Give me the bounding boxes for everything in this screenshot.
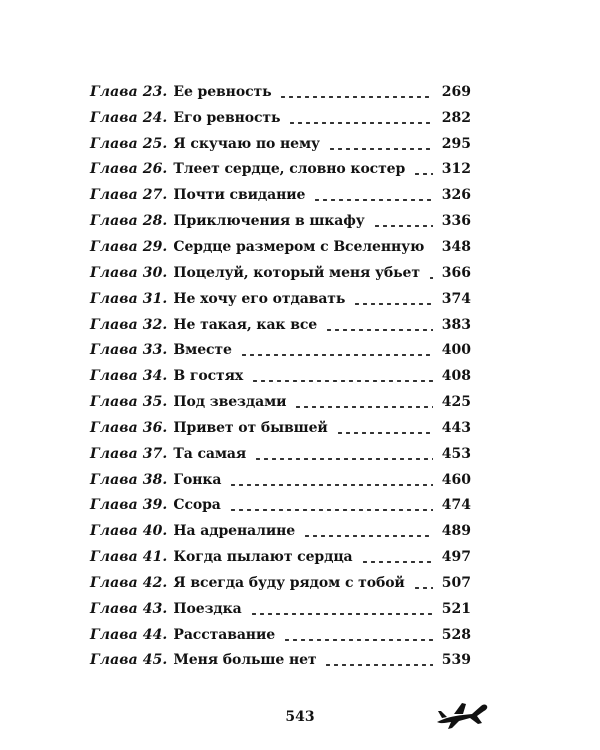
page-number: 374 (441, 290, 471, 307)
chapter-word: Глава (90, 419, 138, 436)
chapter-label: Глава 30. (90, 264, 168, 281)
page-number: 383 (441, 316, 471, 333)
chapter-title: Расставание (173, 626, 276, 643)
dot-leader (229, 509, 433, 511)
chapter-title: Не хочу его отдавать (173, 290, 346, 307)
chapter-title: Гонка (173, 471, 222, 488)
chapter-word: Глава (90, 549, 138, 566)
dot-leader (229, 484, 433, 486)
chapter-number: 24 (142, 109, 163, 126)
chapter-number: 41 (142, 549, 163, 566)
chapter-word: Глава (90, 83, 138, 100)
chapter-number: 42 (142, 574, 163, 591)
dot-leader (432, 251, 433, 253)
chapter-number: 34 (142, 368, 163, 385)
chapter-title: Приключения в шкафу (173, 213, 365, 230)
dot-leader (279, 96, 433, 98)
dot-leader (250, 613, 433, 615)
toc-entry-42 (90, 570, 471, 596)
chapter-word: Глава (90, 445, 138, 462)
chapter-title: Ссора (173, 497, 221, 514)
chapter-number: 29 (142, 238, 163, 255)
chapter-word: Глава (90, 135, 138, 152)
page-number: 539 (441, 652, 471, 669)
page-number: 408 (441, 368, 471, 385)
chapter-title: В гостях (173, 368, 244, 385)
toc-entry-29 (90, 234, 471, 260)
chapter-number: 30 (142, 264, 163, 281)
chapter-word: Глава (90, 238, 138, 255)
chapter-number: 23 (142, 83, 163, 100)
toc-entry-35 (90, 389, 471, 415)
chapter-word: Глава (90, 213, 138, 230)
page-number: 489 (441, 523, 471, 540)
chapter-label: Глава 45. (90, 652, 168, 669)
chapter-number: 38 (142, 471, 163, 488)
page-number: 425 (441, 394, 471, 411)
toc-entry-26 (90, 157, 471, 183)
chapter-title: Не такая, как все (173, 316, 318, 333)
chapter-word: Глава (90, 523, 138, 540)
chapter-label: Глава 41. (90, 549, 168, 566)
toc-entry-23 (90, 79, 471, 105)
toc-entry-43 (90, 596, 471, 622)
page-number: 336 (441, 213, 471, 230)
toc-entry-44 (90, 622, 471, 648)
page-number-folio: 543 (285, 709, 315, 725)
chapter-number: 26 (142, 161, 163, 178)
chapter-number: 37 (142, 445, 163, 462)
chapter-number: 40 (142, 523, 163, 540)
dot-leader (373, 225, 433, 227)
chapter-label: Глава 38. (90, 471, 168, 488)
chapter-word: Глава (90, 394, 138, 411)
page-number: 282 (441, 109, 471, 126)
chapter-word: Глава (90, 290, 138, 307)
chapter-label: Глава 28. (90, 213, 168, 230)
chapter-number: 45 (142, 652, 163, 669)
dot-leader (303, 535, 433, 537)
toc-entry-41 (90, 544, 471, 570)
chapter-label: Глава 42. (90, 574, 168, 591)
chapter-title: Поцелуй, который меня убьет (173, 264, 420, 281)
chapter-title: Я всегда буду рядом с тобой (173, 574, 405, 591)
toc-entry-25 (90, 131, 471, 157)
chapter-word: Глава (90, 342, 138, 359)
chapter-word: Глава (90, 652, 138, 669)
chapter-number: 35 (142, 394, 163, 411)
chapter-number: 33 (142, 342, 163, 359)
page-number: 312 (441, 161, 471, 178)
chapter-label: Глава 24. (90, 109, 168, 126)
page-number: 366 (441, 264, 471, 281)
chapter-label: Глава 40. (90, 523, 168, 540)
chapter-label: Глава 25. (90, 135, 168, 152)
page-number: 348 (441, 238, 471, 255)
toc-entry-37 (90, 441, 471, 467)
dot-leader (328, 148, 433, 150)
chapter-number: 25 (142, 135, 163, 152)
chapter-number: 39 (142, 497, 163, 514)
table-of-contents (90, 79, 471, 673)
chapter-label: Глава 29. (90, 238, 168, 255)
page-number: 474 (441, 497, 471, 514)
toc-entry-31 (90, 286, 471, 312)
dot-leader (240, 354, 433, 356)
chapter-title: Под звездами (173, 394, 287, 411)
dot-leader (324, 664, 433, 666)
chapter-label: Глава 37. (90, 445, 168, 462)
chapter-number: 32 (142, 316, 163, 333)
chapter-title: Тлеет сердце, словно костер (173, 161, 406, 178)
chapter-word: Глава (90, 626, 138, 643)
page-number: 453 (441, 445, 471, 462)
dot-leader (325, 329, 433, 331)
toc-entry-27 (90, 182, 471, 208)
dot-leader (251, 380, 433, 382)
chapter-word: Глава (90, 161, 138, 178)
toc-entry-40 (90, 518, 471, 544)
page-number: 521 (441, 600, 471, 617)
chapter-word: Глава (90, 600, 138, 617)
chapter-title: Ее ревность (173, 83, 272, 100)
page-number: 295 (441, 135, 471, 152)
dot-leader (413, 173, 433, 175)
dot-leader (361, 561, 433, 563)
toc-entry-36 (90, 415, 471, 441)
chapter-title: Сердце размером с Вселенную (173, 238, 425, 255)
page-number: 326 (441, 187, 471, 204)
toc-entry-24 (90, 105, 471, 131)
chapter-title: Вместе (173, 342, 232, 359)
chapter-word: Глава (90, 471, 138, 488)
chapter-label: Глава 23. (90, 83, 168, 100)
dot-leader (288, 122, 433, 124)
chapter-title: Привет от бывшей (173, 419, 328, 436)
chapter-label: Глава 33. (90, 342, 168, 359)
page-number: 528 (441, 626, 471, 643)
chapter-label: Глава 35. (90, 394, 168, 411)
chapter-label: Глава 26. (90, 161, 168, 178)
dot-leader (336, 432, 433, 434)
dot-leader (254, 458, 433, 460)
chapter-word: Глава (90, 109, 138, 126)
page-number: 497 (441, 549, 471, 566)
dot-leader (353, 303, 433, 305)
dot-leader (283, 639, 433, 641)
chapter-label: Глава 32. (90, 316, 168, 333)
chapter-label: Глава 27. (90, 187, 168, 204)
chapter-word: Глава (90, 368, 138, 385)
chapter-label: Глава 43. (90, 600, 168, 617)
toc-entry-32 (90, 312, 471, 338)
chapter-title: Его ревность (173, 109, 281, 126)
chapter-word: Глава (90, 187, 138, 204)
chapter-title: Когда пылают сердца (173, 549, 353, 566)
chapter-label: Глава 39. (90, 497, 168, 514)
chapter-title: Меня больше нет (173, 652, 317, 669)
page-number: 269 (441, 83, 471, 100)
chapter-title: Я скучаю по нему (173, 135, 320, 152)
chapter-title: Поездка (173, 600, 242, 617)
page-number: 443 (441, 419, 471, 436)
dot-leader (428, 277, 433, 279)
chapter-word: Глава (90, 264, 138, 281)
chapter-number: 27 (142, 187, 163, 204)
toc-entry-34 (90, 363, 471, 389)
dot-leader (313, 199, 433, 201)
toc-entry-33 (90, 337, 471, 363)
airplane-icon (434, 694, 490, 732)
chapter-number: 31 (142, 290, 163, 307)
toc-entry-30 (90, 260, 471, 286)
chapter-number: 28 (142, 213, 163, 230)
page-number: 507 (441, 574, 471, 591)
chapter-label: Глава 44. (90, 626, 168, 643)
chapter-label: Глава 36. (90, 419, 168, 436)
chapter-label: Глава 34. (90, 368, 168, 385)
chapter-word: Глава (90, 316, 138, 333)
toc-entry-38 (90, 467, 471, 493)
chapter-title: Та самая (173, 445, 247, 462)
toc-entry-39 (90, 493, 471, 519)
page-number: 400 (441, 342, 471, 359)
page-number: 460 (441, 471, 471, 488)
toc-entry-45 (90, 648, 471, 674)
chapter-label: Глава 31. (90, 290, 168, 307)
toc-entry-28 (90, 208, 471, 234)
chapter-number: 43 (142, 600, 163, 617)
dot-leader (294, 406, 433, 408)
chapter-number: 44 (142, 626, 163, 643)
chapter-number: 36 (142, 419, 163, 436)
chapter-word: Глава (90, 574, 138, 591)
dot-leader (413, 587, 433, 589)
chapter-title: На адреналине (173, 523, 296, 540)
chapter-word: Глава (90, 497, 138, 514)
chapter-title: Почти свидание (173, 187, 306, 204)
